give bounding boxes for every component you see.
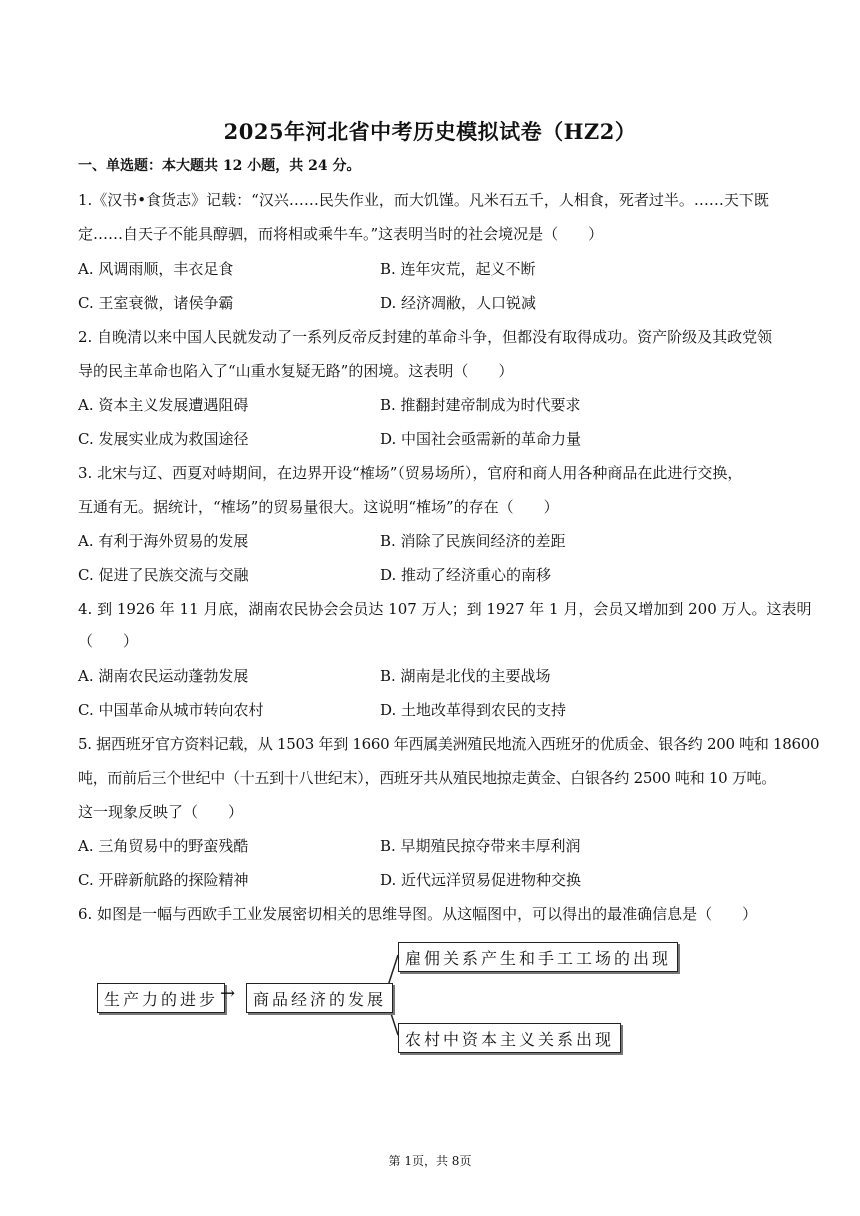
node-employment-workshop: 雇佣关系产生和手工工场的出现 bbox=[398, 942, 678, 972]
question-2-option-c: C. 发展实业成为救国途径 bbox=[78, 430, 249, 448]
question-5-option-a: A. 三角贸易中的野蛮残酷 bbox=[78, 837, 249, 855]
question-3-option-d: D. 推动了经济重心的南移 bbox=[380, 566, 552, 584]
section-heading: 一、单选题：本大题共 12 小题，共 24 分。 bbox=[78, 158, 361, 174]
question-5-option-c: C. 开辟新航路的探险精神 bbox=[78, 871, 249, 889]
page-footer: 第 1页，共 8页 bbox=[388, 1154, 472, 1168]
question-5-option-b: B. 早期殖民掠夺带来丰厚利润 bbox=[380, 837, 581, 855]
question-2-option-b: B. 推翻封建帝制成为时代要求 bbox=[380, 396, 581, 414]
question-5-line-2: 吨，而前后三个世纪中（十五到十八世纪末），西班牙共从殖民地掠走黄金、白银各约 2500 吨和 10 万吨。 bbox=[78, 769, 776, 787]
question-4-option-d: D. 土地改革得到农民的支持 bbox=[380, 701, 567, 719]
question-6-line-1: 6. 如图是一幅与西欧手工业发展密切相关的思维导图。从这幅图中，可以得出的最准确信息是（ ） bbox=[78, 905, 758, 923]
question-5-line-1: 5. 据西班牙官方资料记载，从 1503 年到 1660 年西属美洲殖民地流入西班牙的优质金、银各约 200 吨和 18600 bbox=[78, 735, 820, 753]
question-3-option-c: C. 促进了民族交流与交融 bbox=[78, 566, 249, 584]
node-rural-capitalism: 农村中资本主义关系出现 bbox=[398, 1023, 621, 1053]
question-4-line-2: （ ） bbox=[78, 632, 139, 650]
arrow-right-icon: → bbox=[220, 983, 236, 1004]
node-commodity-economy: 商品经济的发展 bbox=[246, 983, 393, 1013]
question-1-line-1: 1.《汉书•食货志》记载：“汉兴……民失作业，而大饥馑。凡米石五千，人相食，死者过半。……天下既 bbox=[78, 191, 769, 209]
question-2-option-d: D. 中国社会亟需新的革命力量 bbox=[380, 430, 582, 448]
question-1-option-c: C. 王室衰微，诸侯争霸 bbox=[78, 294, 234, 312]
question-1-line-2: 定……自天子不能具醇驷，而将相或乘牛车。”这表明当时的社会境况是（ ） bbox=[78, 225, 604, 243]
question-4-option-b: B. 湖南是北伐的主要战场 bbox=[380, 667, 551, 685]
question-3-line-1: 3. 北宋与辽、西夏对峙期间，在边界开设“榷场”（贸易场所），官府和商人用各种商品在此进行交换， bbox=[78, 464, 743, 482]
question-3-line-2: 互通有无。据统计，“榷场”的贸易量很大。这说明“榷场”的存在（ ） bbox=[78, 498, 559, 516]
question-5-line-3: 这一现象反映了（ ） bbox=[78, 803, 244, 821]
question-2-option-a: A. 资本主义发展遭遇阻碍 bbox=[78, 396, 249, 414]
question-4-option-c: C. 中国革命从城市转向农村 bbox=[78, 701, 264, 719]
question-5-option-d: D. 近代远洋贸易促进物种交换 bbox=[380, 871, 582, 889]
question-4-line-1: 4. 到 1926 年 11 月底，湖南农民协会会员达 107 万人；到 1927 年 1 月，会员又增加到 200 万人。这表明 bbox=[78, 600, 812, 618]
question-1-option-a: A. 风调雨顺，丰衣足食 bbox=[78, 260, 234, 278]
question-1-option-b: B. 连年灾荒，起义不断 bbox=[380, 260, 536, 278]
question-2-line-1: 2. 自晚清以来中国人民就发动了一系列反帝反封建的革命斗争，但都没有取得成功。资产阶级及其政党领 bbox=[78, 328, 773, 346]
question-4-option-a: A. 湖南农民运动蓬勃发展 bbox=[78, 667, 249, 685]
question-2-line-2: 导的民主革命也陷入了“山重水复疑无路”的困境。这表明（ ） bbox=[78, 362, 514, 380]
page-title: 2025年河北省中考历史模拟试卷（HZ2） bbox=[223, 119, 637, 144]
question-1-option-d: D. 经济凋敝，人口锐减 bbox=[380, 294, 537, 312]
question-3-option-a: A. 有利于海外贸易的发展 bbox=[78, 532, 249, 550]
node-productivity-progress: 生产力的进步 bbox=[97, 983, 225, 1013]
question-3-option-b: B. 消除了民族间经济的差距 bbox=[380, 532, 566, 550]
